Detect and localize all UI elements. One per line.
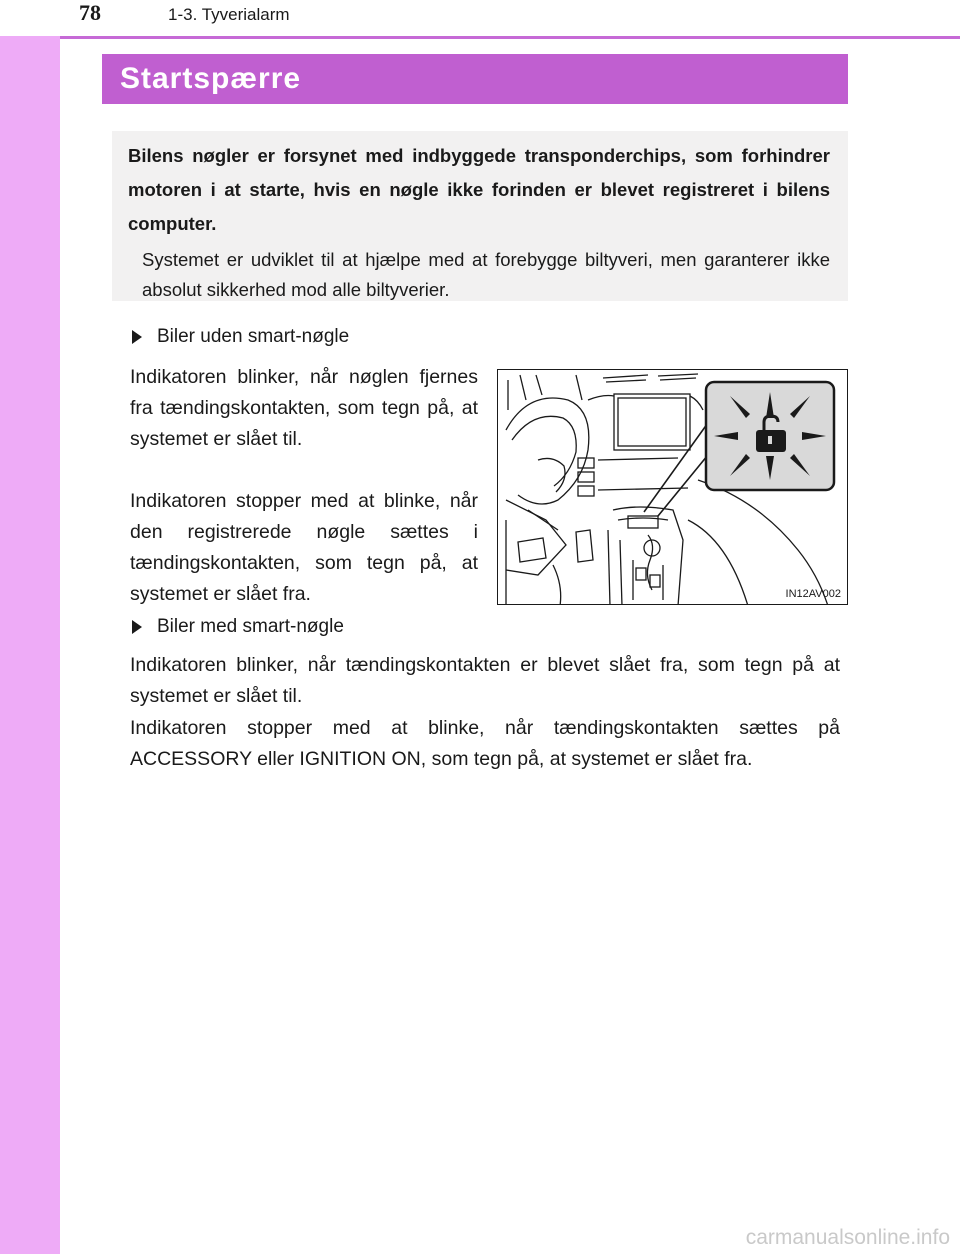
intro-box	[112, 131, 848, 301]
header-band	[0, 0, 960, 36]
dashboard-drawing	[498, 370, 848, 605]
intro-bold-text: Bilens nøgler er forsynet med indbyggede transponderchips, som forhindrer motoren i at starte, hvis en nøgle ikke forinden er blevet registreret i bilens computer.	[128, 145, 830, 234]
header-rule	[60, 36, 960, 39]
page-number: 78	[79, 0, 101, 25]
paragraph-smart-2: Indikatoren stopper med at blinke, når tændingskontakten sættes på ACCESSORY eller IGNITION ON, som tegn på, at systemet er slået fra.	[130, 717, 840, 770]
title-bar	[102, 54, 848, 104]
intro-normal-text: Systemet er udviklet til at hjælpe med at forebygge biltyveri, men garanterer ikke absolut sikkerhed mod alle biltyverier.	[142, 249, 830, 300]
figure-code: IN12AV002	[785, 588, 841, 600]
page-title: Startspærre	[120, 62, 302, 95]
watermark: carmanualsonline.info	[745, 1226, 950, 1249]
dashboard-illustration	[497, 369, 848, 605]
heading-no-smart-key	[132, 325, 349, 349]
heading-smart-key-label: Biler med smart-nøgle	[157, 616, 344, 637]
heading-no-smart-key-label: Biler uden smart-nøgle	[157, 326, 350, 347]
section-label: 1-3. Tyverialarm	[168, 5, 290, 24]
heading-smart-key	[132, 615, 344, 639]
side-tab-strip	[0, 0, 60, 1254]
arrow-right-icon	[132, 330, 142, 344]
paragraph-no-smart-2: Indikatoren stopper med at blinke, når den registrerede nøgle sættes i tændingskontakten, som tegn på, at systemet er slået fra.	[130, 490, 478, 605]
arrow-right-icon	[132, 620, 142, 634]
paragraph-no-smart-1: Indikatoren blinker, når nøglen fjernes fra tændingskontakten, som tegn på, at systemet er slået til.	[130, 366, 478, 450]
paragraph-smart-1: Indikatoren blinker, når tændingskontakten er blevet slået fra, som tegn på at systemet er slået til.	[130, 654, 840, 707]
